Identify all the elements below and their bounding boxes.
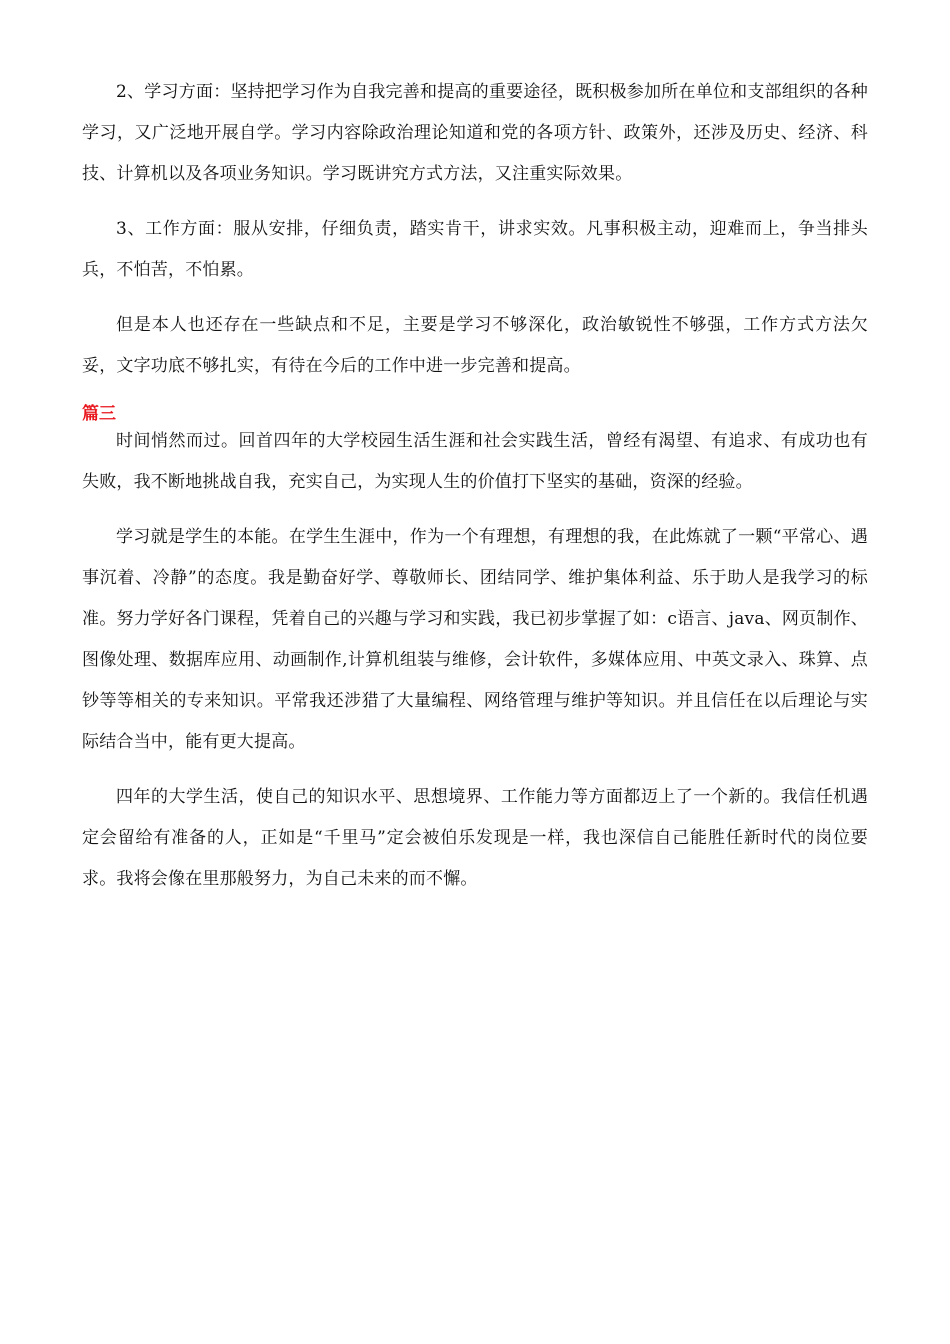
paragraph-shortcomings: 但是本人也还存在一些缺点和不足，主要是学习不够深化，政治敏锐性不够强，工作方式方法欠妥，文字功底不够扎实，有待在今后的工作中进一步完善和提高。 xyxy=(82,315,868,376)
paragraph-time: 时间悄然而过。回首四年的大学校园生活生涯和社会实践生活，曾经有渴望、有追求、有成功也有失败，我不断地挑战自我，充实自己，为实现人生的价值打下坚实的基础，资深的经验。 xyxy=(82,431,868,492)
section-heading: 篇三 xyxy=(82,404,116,424)
paragraph-work: 3、工作方面：服从安排，仔细负责，踏实肯干，讲求实效。凡事积极主动，迎难而上，争当排头兵，不怕苦，不怕累。 xyxy=(82,219,868,280)
paragraph-learning: 学习就是学生的本能。在学生生涯中，作为一个有理想，有理想的我，在此炼就了一颗“平常心、遇事沉着、冷静”的态度。我是勤奋好学、尊敬师长、团结同学、维护集体利益、乐于助人是我学习的标准。努力学好各门课程，凭着自己的兴趣与学习和实践，我已初步掌握了如：c语言、java、网页制作、图像处理、数据库应用、动画制作,计算机组装与维修，会计软件，多媒体应用、中英文录入、珠算、点钞等等相关的专来知识。平常我还涉猎了大量编程、网络管理与维护等知识。并且信任在以后理论与实际结合当中，能有更大提高。 xyxy=(82,527,868,752)
document-page xyxy=(82,72,868,914)
section-three-body xyxy=(82,421,868,900)
paragraph-study: 2、学习方面：坚持把学习作为自我完善和提高的重要途径，既积极参加所在单位和支部组织的各种学习，又广泛地开展自学。学习内容除政治理论知道和党的各项方针、政策外，还涉及历史、经济、科技、计算机以及各项业务知识。学习既讲究方式方法，又注重实际效果。 xyxy=(82,82,868,184)
paragraph-university-life: 四年的大学生活，使自己的知识水平、思想境界、工作能力等方面都迈上了一个新的。我信任机遇定会留给有准备的人，正如是“千里马”定会被伯乐发现是一样，我也深信自己能胜任新时代的岗位要求。我将会像在里那般努力，为自己未来的而不懈。 xyxy=(82,787,868,889)
